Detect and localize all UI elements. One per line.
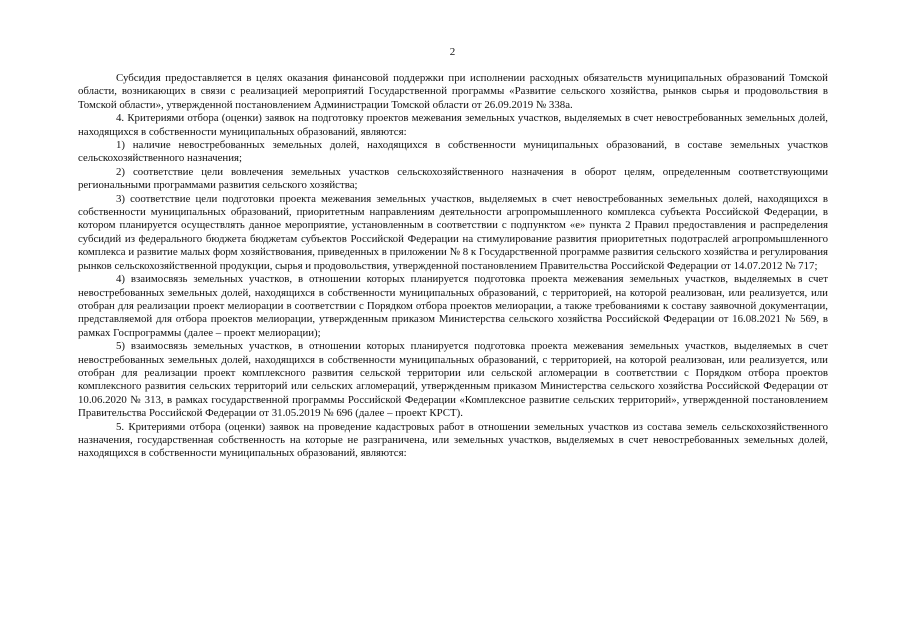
paragraph-subsidy-purpose: Субсидия предоставляется в целях оказания финансовой поддержки при исполнении расходных обязательств муниципальных образований Томской области, возникающих в связи с реализацией мероприятий Государственной программы «Развитие сельского хозяйства, рынков сырья и продовольствия в Томской области», утвержденной постановлением Администрации Томской области от 26.09.2019 № 338а.	[78, 72, 828, 111]
paragraph-criterion-4: 4) взаимосвязь земельных участков, в отношении которых планируется подготовка проекта межевания земельных участков, выделяемых в счет невостребованных земельных долей, находящихся в собственности муниципальных образований, с территорией, на которой реализован, или реализуется, или отобран для реализации проект мелиорации в соответствии с Порядком отбора проектов мелиорации, а также требованиями к составу заявочной документации, представляемой для отбора проектов мелиорации, утвержденным приказом Министерства сельского хозяйства Российской Федерации от 16.08.2021 № 569, в рамках Госпрограммы (далее – проект мелиорации);	[78, 273, 828, 339]
page-number: 2	[449, 46, 456, 58]
document-body	[78, 72, 828, 461]
paragraph-criterion-1: 1) наличие невостребованных земельных долей, находящихся в собственности муниципальных образований, в составе земельных участков сельскохозяйственного назначения;	[78, 139, 828, 165]
paragraph-criterion-2: 2) соответствие цели вовлечения земельных участков сельскохозяйственного назначения в оборот целям, определенным соответствующими региональными программами развития сельского хозяйства;	[78, 165, 828, 192]
paragraph-criterion-5: 5) взаимосвязь земельных участков, в отношении которых планируется подготовка проекта межевания земельных участков, выделяемых в счет невостребованных земельных долей, находящихся в собственности муниципальных образований, с территорией, на которой реализован, или реализуется, или отобран для реализации проект комплексного развития сельской территории или сельской агломерации в соответствии с Порядком отбора проектов комплексного развития сельских территорий или сельских агломераций, утвержденным приказом Министерства сельского хозяйства Российской Федерации от 10.06.2020 № 313, в рамках государственной программы Российской Федерации «Комплексное развитие сельских территорий», утвержденной постановлением Правительства Российской Федерации от 31.05.2019 № 696 (далее – проект КРСТ).	[78, 340, 828, 420]
paragraph-criteria-5: 5. Критериями отбора (оценки) заявок на проведение кадастровых работ в отношении земельных участков из состава земель сельскохозяйственного назначения, государственная собственность на которые не разграничена, или земельных участков, выделяемых в счет невостребованных земельных долей, находящихся в собственности муниципальных образований, являются:	[78, 420, 828, 460]
paragraph-criterion-3: 3) соответствие цели подготовки проекта межевания земельных участков, выделяемых в счет невостребованных земельных долей, находящихся в собственности муниципальных образований, приоритетным направлениям деятельности агропромышленного комплекса субъекта Российской Федерации, в котором планируется осуществлять данное мероприятие, установленным в соответствии с подпунктом «е» пункта 2 Правил предоставления и распределения субсидий из федерального бюджета бюджетам субъектов Российской Федерации на стимулирование развития приоритетных подотраслей агропромышленного комплекса и развитие малых форм хозяйствования, приведенных в приложении № 8 к Государственной программе развития сельского хозяйства и регулирования рынков сельскохозяйственной продукции, сырья и продовольствия, утвержденной постановлением Правительства Российской Федерации от 14.07.2012 № 717;	[78, 192, 828, 272]
paragraph-criteria-4: 4. Критериями отбора (оценки) заявок на подготовку проектов межевания земельных участков, выделяемых в счет невостребованных земельных долей, находящихся в собственности муниципальных образований, являются:	[78, 112, 828, 138]
